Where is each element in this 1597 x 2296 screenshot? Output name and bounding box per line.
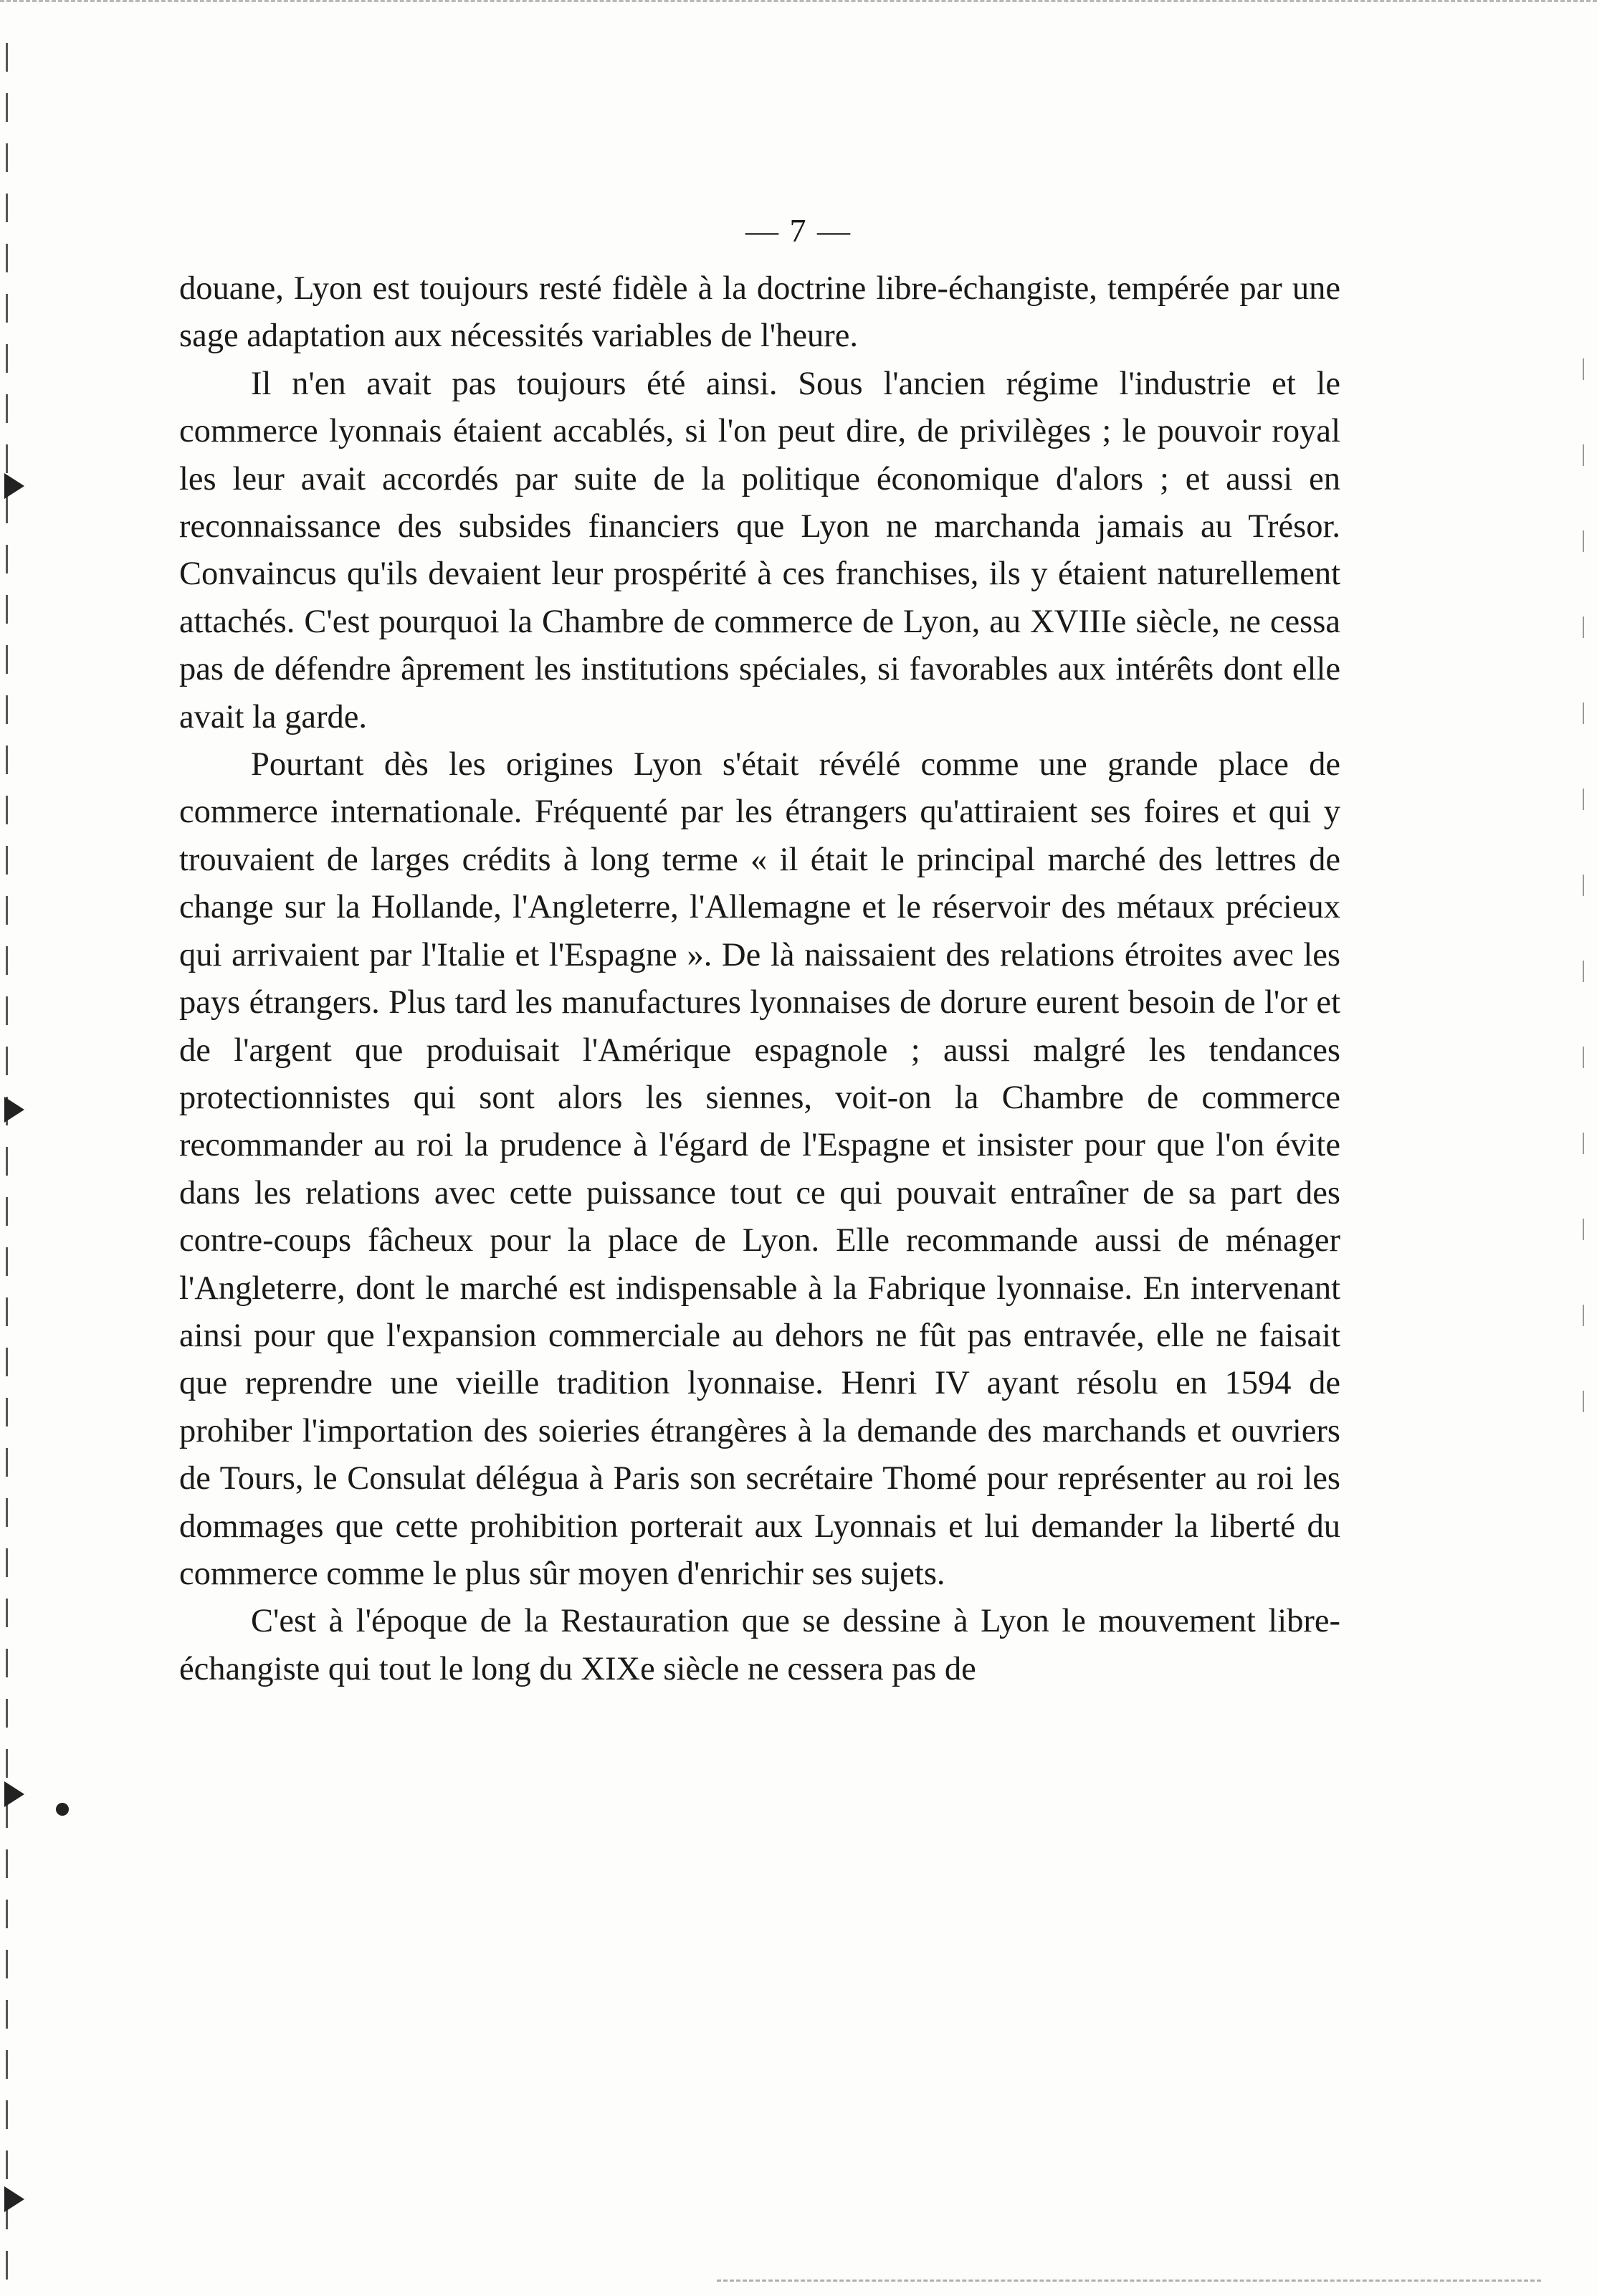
- paragraph: Il n'en avait pas toujours été ainsi. Sous l'ancien régime l'industrie et le commerce lyonnais étaient accablés, si l'on peut dire, de privilèges ; le pouvoir royal les leur avait accordés par suite de la politique économique d'alors ; et aussi en reconnaissance des subsides financiers que Lyon ne marchanda jamais au Trésor. Convaincus qu'ils devaient leur prospérité à ces franchises, ils y étaient naturellement attachés. C'est pourquoi la Chambre de commerce de Lyon, au XVIIIe siècle, ne cessa pas de défendre âprement les institutions spéciales, si favorables aux intérêts dont elle avait la garde.: [179, 365, 1340, 735]
- margin-arrow-mark: [4, 1097, 24, 1123]
- binding-edge-rule: [6, 43, 8, 2294]
- margin-dot-mark: [56, 1803, 69, 1816]
- paragraph: douane, Lyon est toujours resté fidèle à la doctrine libre-échangiste, tempérée par une sage adaptation aux nécessités variables de l'heure.: [179, 270, 1340, 355]
- paragraph: Pourtant dès les origines Lyon s'était révélé comme une grande place de commerce internationale. Fréquenté par les étrangers qu'attiraient ses foires et qui y trouvaient de larges crédits à long terme « il était le principal marché des lettres de change sur la Hollande, l'Angleterre, l'Allemagne et le réservoir des métaux précieux qui arrivaient par l'Italie et l'Espagne ». De là naissaient des relations étroites avec les pays étrangers. Plus tard les manufactures lyonnaises de dorure eurent besoin de l'or et de l'argent que produisait l'Amérique espagnole ; aussi malgré les tendances protectionnistes qui sont alors les siennes, voit-on la Chambre de commerce recommander au roi la prudence à l'égard de l'Espagne et insister pour que l'on évite dans les relations avec cette puissance tout ce qui pouvait entraîner de sa part des contre-coups fâcheux pour la place de Lyon. Elle recommande aussi de ménager l'Angleterre, dont le marché est indispensable à la Fabrique lyonnaise. En intervenant ainsi pour que l'expansion commerciale au dehors ne fût pas entravée, elle ne faisait que reprendre une vieille tradition lyonnaise. Henri IV ayant résolu en 1594 de prohiber l'importation des soieries étrangères à la demande des marchands et ouvriers de Tours, le Consulat délégua à Paris son secrétaire Thomé pour représenter au roi les dommages que cette prohibition porterait aux Lyonnais et lui demander la liberté du commerce comme le plus sûr moyen d'enrichir ses sujets.: [179, 746, 1340, 1592]
- margin-arrow-mark: [4, 2186, 24, 2212]
- body-text: [179, 265, 1340, 1693]
- paragraph: C'est à l'époque de la Restauration que se dessine à Lyon le mouvement libre-échangiste qui tout le long du XIXe siècle ne cessera pas de: [179, 1603, 1340, 1687]
- margin-arrow-mark: [4, 1781, 24, 1807]
- scan-bottom-edge: [717, 2280, 1541, 2285]
- right-edge-rule: [1583, 358, 1584, 1434]
- margin-arrow-mark: [4, 473, 24, 499]
- page-number: — 7 —: [745, 212, 852, 249]
- scan-top-edge: [0, 0, 1597, 29]
